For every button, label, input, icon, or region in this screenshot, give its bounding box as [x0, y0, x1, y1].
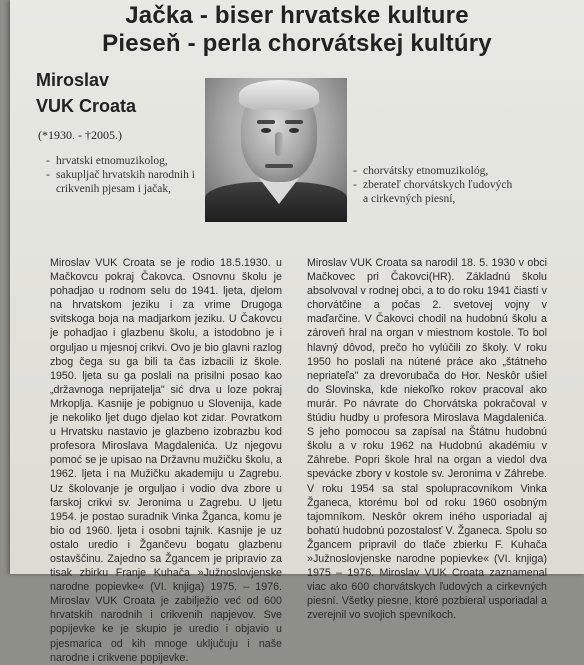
portrait-brow: [285, 120, 303, 124]
life-dates: (*1930. - †2005.): [38, 128, 122, 142]
title-croatian: Jačka - biser hrvatske kulture: [125, 2, 469, 29]
person-surname: VUK Croata: [36, 96, 137, 116]
portrait-nose: [275, 132, 283, 156]
biography-croatian: Miroslav VUK Croata se je rodio 18.5.1930. u Mačkovcu pokraj Čakovca. Osnovnu školu je pohadjao u rodnom selu do 1941. ljeta, djelom na hrvatskom jeziku i za vrime Drugoga svitskoga boja na madjarkom jeziku. U Čakovcu je pohadjao i glazbenu školu, a istodobno je i orguljao u mjesnoj crikvi. Ovo je bio glavni razlog zbog čega su ga bili ta čas izbacili iz škole. 1950. ljeta su ga poslali na prisilni posao kao „državnoga neprijatelja" sić drva u loze pokraj Mrkoplja. Kasnije je pobignuo u Slovenija, kade je nekoliko ljet dugo djelao kot zidar. Povratkom u Hrvatsku nastavio je glazbeno izobrazbu kod profesora Miroslava Magdalenića. Uz njegovu pomoć se je upisao na Državnu mužičku školu, a 1962. ljeta i na Mužičku akademiju u Zagrebu. Uz školovanje je orguljao i vodio dva zbore u farskoj crikvi sv. Jeronima u Zagrebu. U ljetu 1954. je postao suradnik Vinka Žganca, komu je bio od 1960. ljeta i osobni tajnik. Kasnije je uz ostalo uredio i Žgančevu bogatu glazbenu ostavščinu. Zajedno sa Žgancem je pripravio za tisak zbirku Franje Kuhača »Južnoslovjenske narodne popievke« (VI. knjiga) 1975. – 1976. Miroslav VUK Croata je zabilježio već od 600 hrvatskih narodnih i crikvenih napjevov. Sve popijevke ke je skupio je uredio i objavio u pjesmarica od kih mnoge uključuju i naše narodne i crikvene popijevke.: [50, 257, 282, 664]
poster: [10, 0, 584, 664]
portrait-mouth: [265, 164, 293, 168]
role-item: - chorvátsky etnomuzikológ,: [353, 164, 512, 178]
role-item-continuation: crikvenih pjesam i jačak,: [56, 183, 171, 195]
role-item: - sakupljač hrvatskih narodnih i: [46, 168, 195, 182]
title-slovak: Pieseň - perla chorvátskej kultúry: [102, 30, 492, 57]
person-first-name: Miroslav: [36, 70, 110, 90]
portrait-eye: [289, 128, 299, 133]
roles-list-croatian: [46, 154, 195, 196]
portrait-photo: [205, 78, 347, 214]
role-item: - hrvatski etnomuzikolog,: [46, 154, 195, 168]
portrait-brow: [257, 120, 275, 124]
portrait-hair: [239, 80, 319, 110]
biography-slovak: Miroslav VUK Croata sa narodil 18. 5. 1930 v obci Mačkovec pri Čakovci(HR). Základnú školu absolvoval v rodnej obci, a to do roku 1941 čiastí v chorvátčine a počas 2. svetovej vojny v maďarčine. V Čakovci chodil na hudobnú školu a zároveň hral na organ v miestnom kostole. To bol hlavný dôvod, prečo ho vylúčili zo školy. V roku 1950 ho poslali na nútené práce ako „štátneho nepriateľa" za drevorubača do Hor. Neskôr ušiel do Slovinska, kde niekoľko rokov pracoval ako murár. Po návrate do Chorvátska pokračoval v štúdiu hudby u profesora Miroslava Magdalenića. S jeho pomocou sa zapísal na Štátnu hudobnú školu a v roku 1962 na Hudobnú akadémiu v Záhrebe. Popri škole hral na organ a viedol dva spevácke zbory v kostole sv. Jeronima v Záhrebe. V roku 1954 sa stal spolupracovníkom Vinka Žganeca, ktorému bol od roku 1960 osobným tajomníkom. Neskôr okrem iného usporiadal aj bohatú hudobnú pozostalosť V. Žganeca. Spolu so Žgancem pripravil do tlače zbierku F. Kuhača »Južnoslovjenske narodne popievke« (VI. knjiga) 1975 – 1976. Miroslav VUK Croata zaznamenal viac ako 600 chorvátskych ľudových a cirkevných piesní. Všetky piesne, ktoré pozbieral usporiadal a zverejnil vo svojich spevníkoch.: [307, 257, 547, 622]
role-item-continuation: a cirkevných piesní,: [363, 193, 456, 205]
portrait-eye: [261, 128, 271, 133]
role-item: - zberateľ chorvátskych ľudových: [353, 178, 512, 192]
roles-list-slovak: [353, 164, 512, 206]
